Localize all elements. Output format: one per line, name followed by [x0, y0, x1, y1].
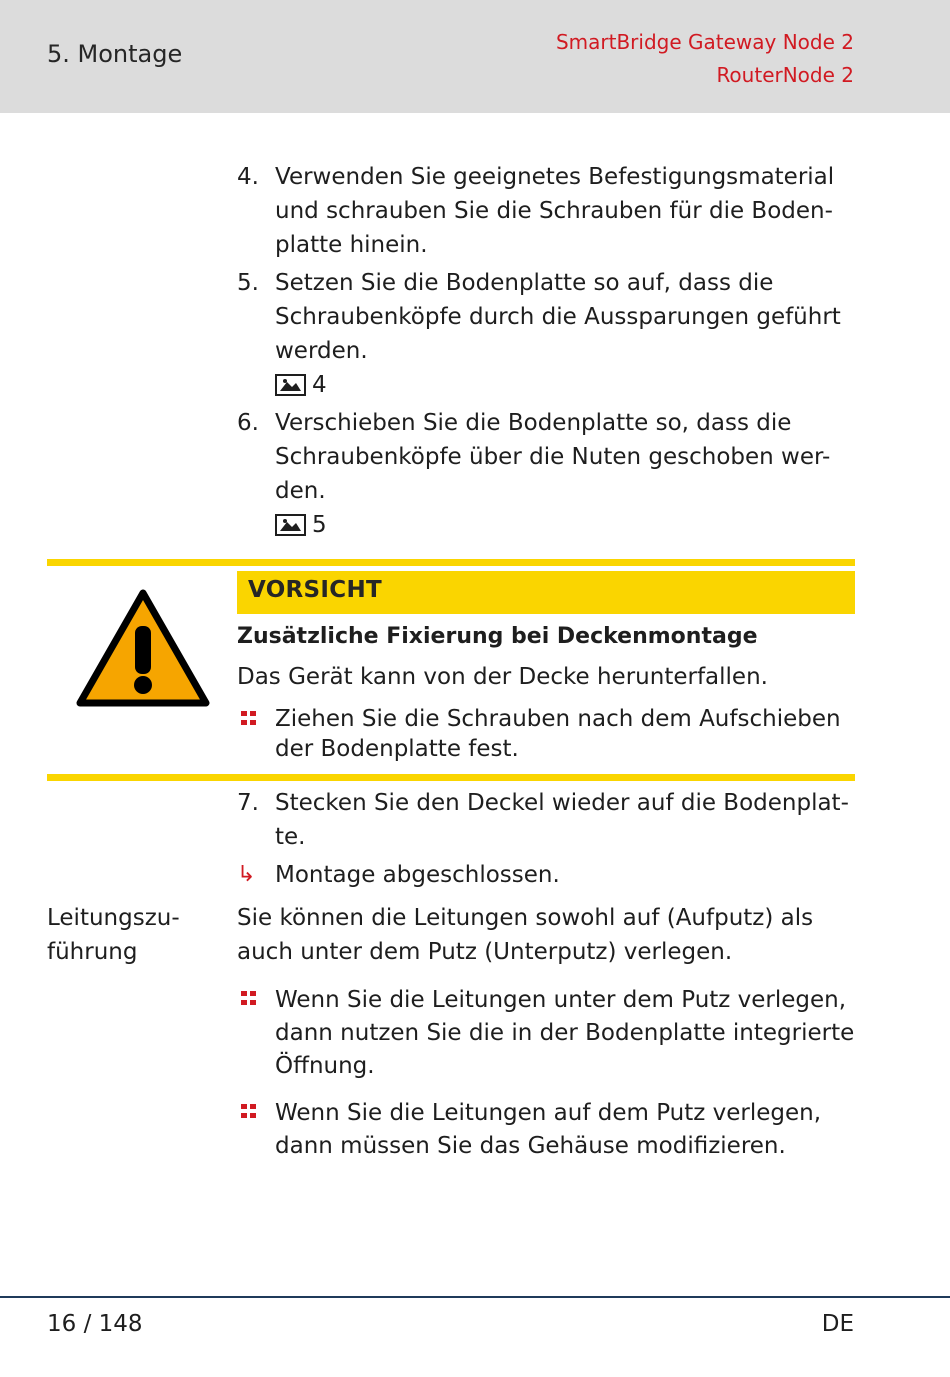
step-text: Setzen Sie die Bodenplatte so auf, dass die Schraubenköpfe durch die Aussparungen geführt werden.	[275, 270, 841, 364]
section-intro: Sie können die Leitungen sowohl auf (Aufputz) als auch unter dem Putz (Unterputz) verlegen.	[237, 905, 814, 965]
red-square-bullet-icon	[241, 991, 257, 1006]
page-number: 16 / 148	[47, 1311, 143, 1337]
warning-level: VORSICHT	[248, 577, 382, 603]
warning-level-banner	[237, 571, 855, 614]
figure-number: 4	[312, 372, 327, 398]
footer-rule	[0, 1296, 950, 1298]
warning-bottom-rule	[47, 774, 855, 781]
step-item	[237, 786, 855, 854]
chapter-title: 5. Montage	[47, 40, 183, 68]
result-line	[237, 858, 855, 892]
step-text: Verschieben Sie die Bodenplatte so, dass die Schraubenköpfe über die Nuten geschoben wer- den.	[275, 410, 831, 504]
step-number: 4.	[237, 164, 259, 190]
step-number: 6.	[237, 410, 259, 436]
red-square-bullet-icon	[241, 711, 257, 726]
product-name	[556, 26, 854, 92]
warning-text: Das Gerät kann von der Decke herunterfallen.	[237, 664, 768, 690]
step-number: 7.	[237, 790, 259, 816]
step-item	[237, 160, 855, 262]
image-icon	[275, 514, 306, 536]
step-number: 5.	[237, 270, 259, 296]
product-line-2: RouterNode 2	[716, 63, 854, 87]
red-square-bullet-icon	[241, 1104, 257, 1119]
figure-number: 5	[312, 512, 327, 538]
product-line-1: SmartBridge Gateway Node 2	[555, 30, 854, 54]
image-icon	[275, 374, 306, 396]
bullet-item	[237, 1097, 875, 1163]
warning-triangle-icon	[76, 588, 210, 712]
warning-action-text: Ziehen Sie die Schrauben nach dem Aufschieben der Bodenplatte fest.	[275, 706, 841, 762]
bullet-text: Wenn Sie die Leitungen unter dem Putz verlegen, dann nutzen Sie die in der Bodenplatte integrierte Öffnung.	[275, 987, 855, 1079]
step-item	[237, 266, 855, 402]
result-text: Montage abgeschlossen.	[275, 862, 560, 888]
step-list-continued	[237, 786, 855, 892]
bullet-text: Wenn Sie die Leitungen auf dem Putz verlegen, dann müssen Sie das Gehäuse modifizieren.	[275, 1100, 822, 1159]
warning-title: Zusätzliche Fixierung bei Deckenmontage	[237, 624, 758, 649]
result-arrow-icon: ↳	[237, 862, 256, 887]
warning-top-rule	[47, 559, 855, 566]
warning-action	[237, 704, 855, 764]
figure-reference[interactable]	[275, 508, 855, 542]
language-code: DE	[821, 1311, 854, 1337]
step-list	[237, 160, 855, 546]
step-text: Stecken Sie den Deckel wieder auf die Bodenplat- te.	[275, 790, 849, 850]
bullet-item	[237, 984, 875, 1083]
step-text: Verwenden Sie geeignetes Befestigungsmaterial und schrauben Sie die Schrauben für die Boden- platte hinein.	[275, 164, 835, 258]
figure-reference[interactable]	[275, 368, 855, 402]
page-header	[0, 0, 950, 113]
section-side-label: Leitungszu- führung	[47, 905, 180, 965]
step-item	[237, 406, 855, 542]
